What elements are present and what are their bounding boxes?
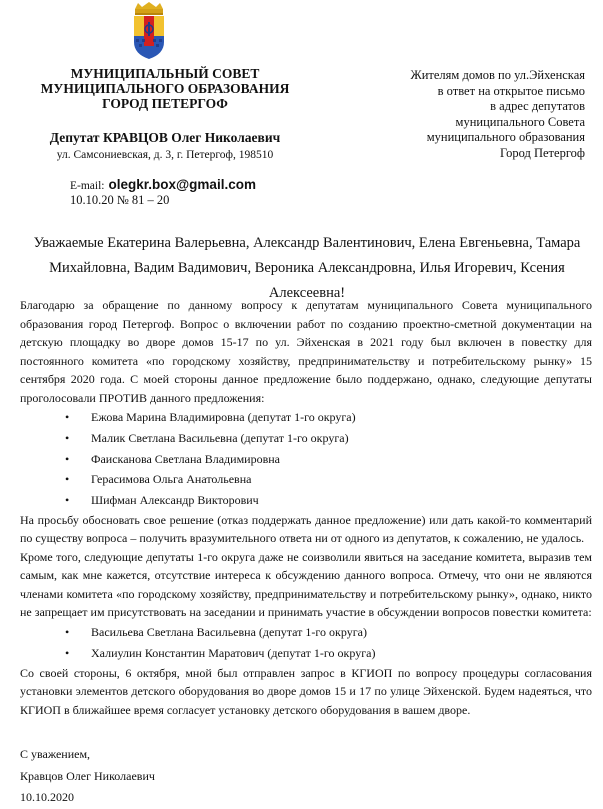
opposed-deputies-list	[20, 407, 592, 511]
paragraph: Кроме того, следующие депутаты 1-го округа даже не соизволили явиться на заседание комитета, выразив тем самым, как мне кажется, отсутствие интереса к обсуждению данного вопроса. Отмечу, что они не являются членами комитета «по городскому хозяйству, предпринимательству и потребительскому рынку», однако, никто не запрещает им присутствовать на заседании и принимать участие в обсуждении вопросов повестки комитета:	[20, 549, 592, 620]
bullet-icon: •	[65, 645, 70, 660]
signature-name: Кравцов Олег Николаевич	[20, 768, 155, 783]
organization-name	[20, 66, 310, 111]
list-item	[20, 490, 592, 511]
regards: С уважением,	[20, 747, 91, 761]
list-item	[20, 428, 592, 449]
list-item	[20, 407, 592, 428]
list-item-text: Васильева Светлана Васильевна (депутат 1-го округа)	[91, 624, 367, 639]
recipient-line: муниципального Совета	[455, 114, 585, 129]
greeting	[22, 231, 592, 306]
greeting-line: Михайловна, Вадим Вадимович, Вероника Александровна, Илья Игоревич, Ксения Алексеевна!	[49, 260, 565, 301]
coat-of-arms-icon	[128, 2, 170, 60]
recipient-line: в ответ на открытое письмо	[437, 83, 585, 98]
letter-body	[20, 296, 592, 719]
list-item-text: Фаисканова Светлана Владимировна	[91, 451, 280, 466]
greeting-line: Уважаемые Екатерина Валерьевна, Александр Валентинович, Елена Евгеньевна, Тамара	[33, 235, 581, 251]
sender-address: ул. Самсониевская, д. 3, г. Петергоф, 198510	[56, 149, 274, 161]
list-item-text: Ежова Марина Владимировна (депутат 1-го округа)	[91, 410, 356, 424]
list-item	[20, 449, 592, 470]
org-line: ГОРОД ПЕТЕРГОФ	[102, 96, 228, 111]
recipient-line: Жителям домов по ул.Эйхенская	[410, 68, 585, 82]
email-label: E-mail:	[70, 180, 105, 192]
list-item-text: Малик Светлана Васильевна (депутат 1-го округа)	[91, 430, 349, 445]
crown-icon	[135, 2, 163, 15]
recipient-block	[380, 68, 585, 162]
recipient-line: Город Петергоф	[499, 145, 585, 160]
list-item	[20, 469, 592, 490]
bullet-icon: •	[65, 430, 70, 445]
bullet-icon: •	[65, 493, 70, 508]
org-line: МУНИЦИПАЛЬНЫЙ СОВЕТ	[70, 66, 260, 81]
letter-reference: 10.10.20 № 81 – 20	[70, 193, 170, 207]
list-item	[20, 622, 592, 643]
deputy-name: Депутат КРАВЦОВ Олег Николаевич	[49, 130, 281, 145]
absent-deputies-list	[20, 622, 592, 664]
org-line: МУНИЦИПАЛЬНОГО ОБРАЗОВАНИЯ	[40, 81, 290, 96]
list-item	[20, 643, 592, 664]
paragraph: Со своей стороны, 6 октября, мной был отправлен запрос в КГИОП по вопросу процедуры согласования установки элементов детского оборудования во дворе домов 15 и 17 по улице Эйхенской. Будем надеяться, что КГИОП в ближайшее время согласует установку детского оборудования в вашем дворе.	[20, 665, 592, 717]
bullet-icon: •	[65, 451, 70, 466]
list-item-text: Халиулин Константин Маратович (депутат 1-го округа)	[91, 645, 376, 660]
bullet-icon: •	[65, 624, 70, 639]
bullet-icon: •	[65, 410, 70, 424]
paragraph: На просьбу обосновать свое решение (отказ поддержать данное предложение) или дать какой-то комментарий по существу вопроса – получить вразумительного ответа ни от одного из депутатов, к сожалению, не удалось.	[20, 512, 592, 546]
list-item-text: Герасимова Ольга Анатольевна	[91, 472, 252, 487]
email-address[interactable]: olegkr.box@gmail.com	[108, 177, 256, 192]
recipient-line: в адрес депутатов	[490, 99, 585, 114]
list-item-text: Шифман Александр Викторович	[91, 493, 259, 508]
paragraph: Благодарю за обращение по данному вопросу к депутатам муниципального Совета муниципального образования город Петергоф. Вопрос о включении работ по созданию проектно-сметной документации на детскую площадку во дворе домов 15-17 по ул. Эйхенская в 2021 году был включен в повестку для постоянного комитета «по городскому хозяйству, предпринимательству и потребительскому рынку» 15 сентября 2020 года. С моей стороны данное предложение было поддержано, однако, следующие депутаты проголосовали ПРОТИВ данного предложения:	[20, 298, 592, 405]
recipient-line: муниципального образования	[426, 130, 585, 145]
bullet-icon: •	[65, 472, 70, 487]
email-line	[70, 177, 256, 192]
closing-block	[20, 744, 155, 809]
letter-date: 10.10.2020	[20, 790, 74, 804]
